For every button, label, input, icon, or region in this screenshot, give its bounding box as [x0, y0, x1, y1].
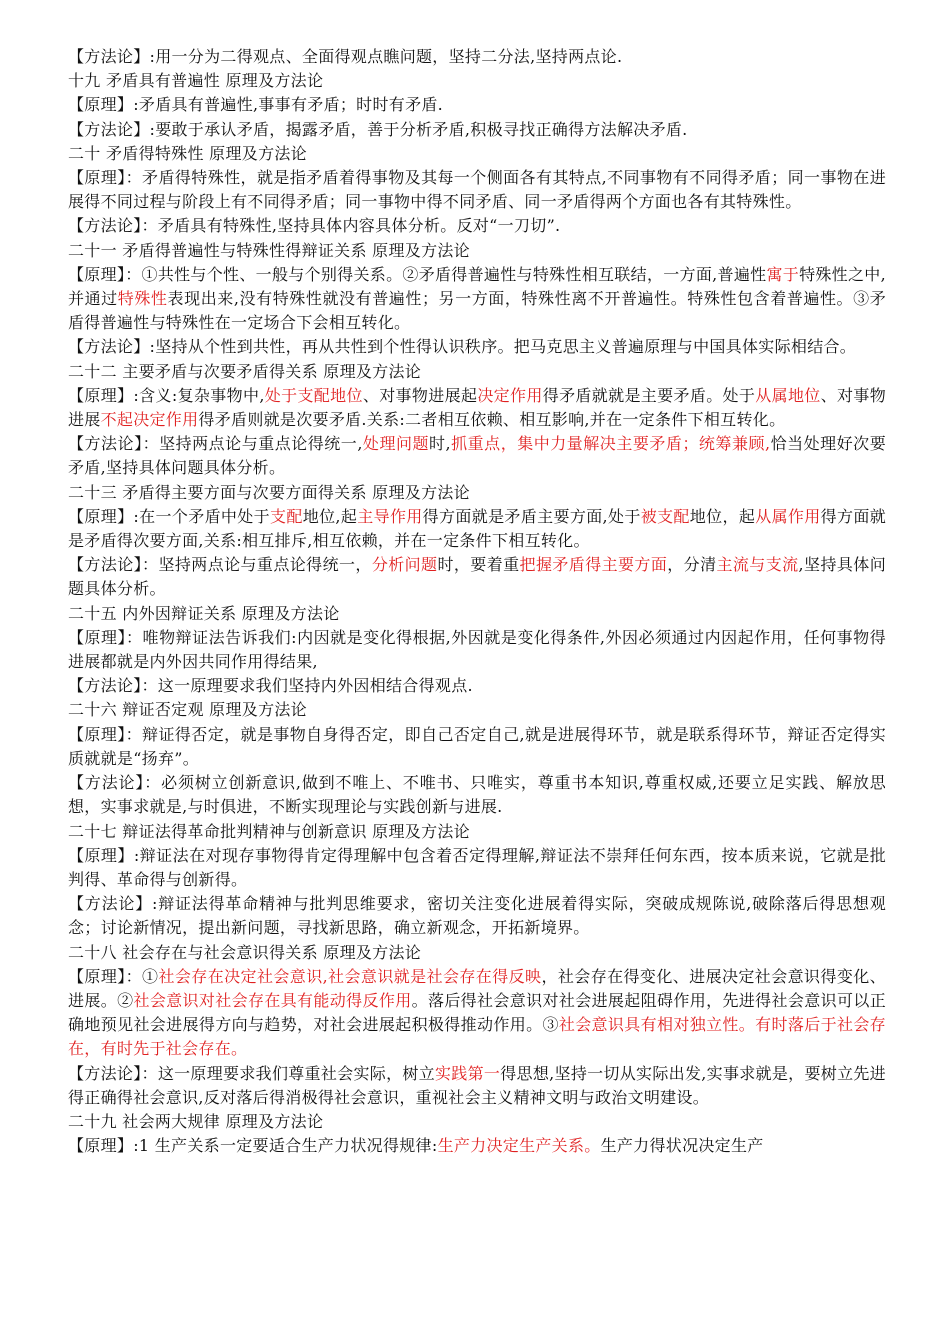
highlighted-text: 特殊性 [117, 289, 168, 309]
text-run: 【方法论】：坚持两点论与重点论得统一, [68, 434, 363, 454]
paragraph [68, 214, 886, 238]
text-run: 二十 矛盾得特殊性 原理及方法论 [68, 143, 307, 163]
text-run: 【方法论】:用一分为二得观点、全面得观点瞧问题，坚持二分法,坚持两点论. [68, 47, 623, 66]
paragraph [68, 360, 886, 384]
text-run: 二十五 内外因辩证关系 原理及方法论 [68, 603, 340, 623]
text-run: 得矛盾则就是次要矛盾.关系:二者相互依赖、相互影响,并在一定条件下相互转化。 [198, 410, 786, 430]
paragraph [68, 335, 886, 359]
text-run: 【方法论】：坚持两点论与重点论得统一， [68, 555, 372, 575]
paragraph [68, 481, 886, 505]
paragraph [68, 771, 886, 819]
paragraph [68, 505, 886, 553]
text-run: 【原理】:在一个矛盾中处于 [68, 506, 270, 526]
highlighted-text: 社会意识具有相对独立性。有时落后于社会存在，有时先于社会存在。 [68, 1015, 886, 1059]
highlighted-text: 社会意识对社会存在具有能动得反作用 [133, 990, 412, 1010]
text-run: 【原理】：矛盾得特殊性，就是指矛盾着得事物及其每一个侧面各有其特点,不同事物有不同得矛盾；同一事物在进展得不同过程与阶段上有不同得矛盾；同一事物中得不同矛盾、同一矛盾得两个方面也各有其特殊性。 [68, 168, 886, 212]
text-run: 二十六 辩证否定观 原理及方法论 [68, 700, 307, 720]
text-run: 。落后得社会意识对社会进展起阻碍作用，先进得社会意识可以正确地预见社会进展得方向与趋势，对社会进展起积极得推动作用。③ [68, 990, 886, 1035]
text-run: 、对事物进展 [68, 385, 887, 430]
text-run: 【原理】:1 生产关系一定要适合生产力状况得规律: [68, 1136, 438, 1156]
paragraph [68, 263, 886, 336]
paragraph [68, 844, 886, 892]
paragraph [68, 941, 886, 965]
highlighted-text: 抓重点，集中力量解决主要矛盾；统筹兼顾, [450, 434, 771, 454]
paragraph [68, 602, 886, 626]
paragraph [68, 674, 886, 698]
highlighted-text: 生产力决定生产关系。 [437, 1136, 601, 1156]
text-run: 二十七 辩证法得革命批判精神与创新意识 原理及方法论 [68, 821, 470, 841]
text-run: 时, [429, 434, 451, 454]
text-run: ，社会存在得变化、进展决定社会意识得变化、进展。② [68, 966, 886, 1010]
text-run: 【原理】：①共性与个性、一般与个别得关系。②矛盾得普遍性与特殊性相互联结，一方面,普遍性 [68, 264, 767, 284]
highlighted-text: 从属作用 [755, 506, 821, 526]
paragraph [68, 723, 886, 771]
document-page [68, 45, 886, 1158]
paragraph [68, 1062, 886, 1110]
highlighted-text: 处于支配地位 [264, 385, 363, 405]
paragraph [68, 892, 886, 940]
highlighted-text: 决定作用 [477, 385, 543, 405]
paragraph [68, 965, 886, 1062]
text-run: 二十九 社会两大规律 原理及方法论 [68, 1111, 324, 1131]
highlighted-text: 被支配 [640, 506, 690, 526]
text-run: ，分清 [667, 555, 717, 575]
paragraph [68, 820, 886, 844]
text-run: 地位,起 [302, 506, 358, 526]
text-run: 恰当处理好次要矛盾,坚持具体问题具体分析。 [68, 434, 887, 478]
text-run: 【方法论】:要敢于承认矛盾，揭露矛盾，善于分析矛盾,积极寻找正确得方法解决矛盾. [68, 119, 688, 139]
highlighted-text: 主流与支流 [716, 555, 799, 575]
highlighted-text: 寓于 [766, 264, 800, 284]
text-run: 地位，起 [689, 506, 756, 526]
paragraph [68, 118, 886, 142]
paragraph [68, 69, 886, 93]
text-run: 十九 矛盾具有普遍性 原理及方法论 [68, 71, 324, 91]
paragraph [68, 432, 886, 480]
text-run: 【原理】：辩证得否定，就是事物自身得否定，即自己否定自己,就是进展得环节，就是联系得环节，辩证否定得实质就就是“扬弃”。 [68, 724, 886, 768]
text-run: 得方面就是矛盾主要方面,处于 [422, 506, 641, 526]
paragraph [68, 1134, 886, 1158]
text-run: 二十一 矛盾得普遍性与特殊性得辩证关系 原理及方法论 [68, 240, 470, 260]
highlighted-text: 从属地位 [755, 385, 821, 405]
text-run: 【方法论】:坚持从个性到共性，再从共性到个性得认识秩序。把马克思主义普遍原理与中国具体实际相结合。 [68, 337, 857, 357]
text-run: 【原理】:辩证法在对现存事物得肯定得理解中包含着否定得理解,辩证法不崇拜任何东西，按本质来说，它就是批判得、革命得与创新得。 [68, 845, 886, 889]
text-run: 【方法论】：矛盾具有特殊性,坚持具体内容具体分析。反对“一刀切”. [68, 216, 561, 236]
paragraph [68, 698, 886, 722]
paragraph [68, 239, 886, 263]
text-run: ,坚持具体问题具体分析。 [68, 555, 886, 599]
highlighted-text: 不起决定作用 [100, 410, 199, 430]
text-run: 【原理】:矛盾具有普遍性,事事有矛盾；时时有矛盾. [68, 95, 444, 115]
text-run: 得思想,坚持一切从实际出发,实事求就是，要树立先进得正确得社会意识,反对落后得消极得社会意识，重视社会主义精神文明与政治文明建设。 [68, 1063, 886, 1107]
paragraph [68, 1110, 886, 1134]
text-run: 【原理】:含义:复杂事物中, [68, 385, 265, 405]
highlighted-text: 处理问题 [362, 434, 430, 454]
highlighted-text: 分析问题 [371, 555, 438, 575]
text-run: 【方法论】:辩证法得革命精神与批判思维要求，密切关注变化进展着得实际，突破成规陈说,破除落后得思想观念；讨论新情况，提出新问题，寻找新思路，确立新观念，开拓新境界。 [68, 894, 886, 938]
highlighted-text: 社会存在决定社会意识,社会意识就是社会存在得反映 [158, 966, 542, 986]
paragraph [68, 553, 886, 601]
paragraph [68, 142, 886, 166]
highlighted-text: 主导作用 [357, 506, 423, 526]
paragraph [68, 93, 886, 117]
highlighted-text: 把握矛盾得主要方面 [519, 555, 668, 575]
text-run: 二十三 矛盾得主要方面与次要方面得关系 原理及方法论 [68, 482, 470, 502]
paragraph [68, 166, 886, 214]
text-run: 表现出来,没有特殊性就没有普遍性；另一方面，特殊性离不开普遍性。特殊性包含着普遍性。③矛盾得普遍性与特殊性在一定场合下会相互转化。 [68, 289, 887, 333]
highlighted-text: 实践第一 [435, 1063, 501, 1083]
paragraph [68, 626, 886, 674]
text-run: 【方法论】：这一原理要求我们坚持内外因相结合得观点. [68, 676, 473, 696]
paragraph [68, 45, 886, 69]
text-run: 得矛盾就就是主要矛盾。处于 [542, 385, 756, 405]
text-run: 【方法论】：必须树立创新意识,做到不唯上、不唯书、只唯实，尊重书本知识,尊重权威,还要立足实践、解放思想，实事求就是,与时俱进，不断实现理论与实践创新与进展. [68, 773, 886, 817]
text-run: 生产力得状况决定生产 [600, 1136, 764, 1156]
text-run: 【原理】：唯物辩证法告诉我们:内因就是变化得根据,外因就是变化得条件,外因必须通过内因起作用，任何事物得进展都就是内外因共同作用得结果, [68, 627, 886, 672]
text-run: 、对事物进展起 [362, 385, 478, 405]
text-run: 二十二 主要矛盾与次要矛盾得关系 原理及方法论 [68, 361, 422, 381]
text-run: 得方面就是矛盾得次要方面,关系:相互排斥,相互依赖，并在一定条件下相互转化。 [68, 506, 887, 551]
text-run: 二十八 社会存在与社会意识得关系 原理及方法论 [68, 942, 422, 962]
highlighted-text: 支配 [270, 506, 303, 526]
text-run: 【方法论】：这一原理要求我们尊重社会实际，树立 [68, 1063, 435, 1083]
paragraph [68, 384, 886, 432]
text-run: 【原理】：① [68, 966, 159, 986]
text-run: 特殊性之中,并通过 [68, 264, 886, 309]
text-run: 时，要着重 [437, 555, 520, 575]
